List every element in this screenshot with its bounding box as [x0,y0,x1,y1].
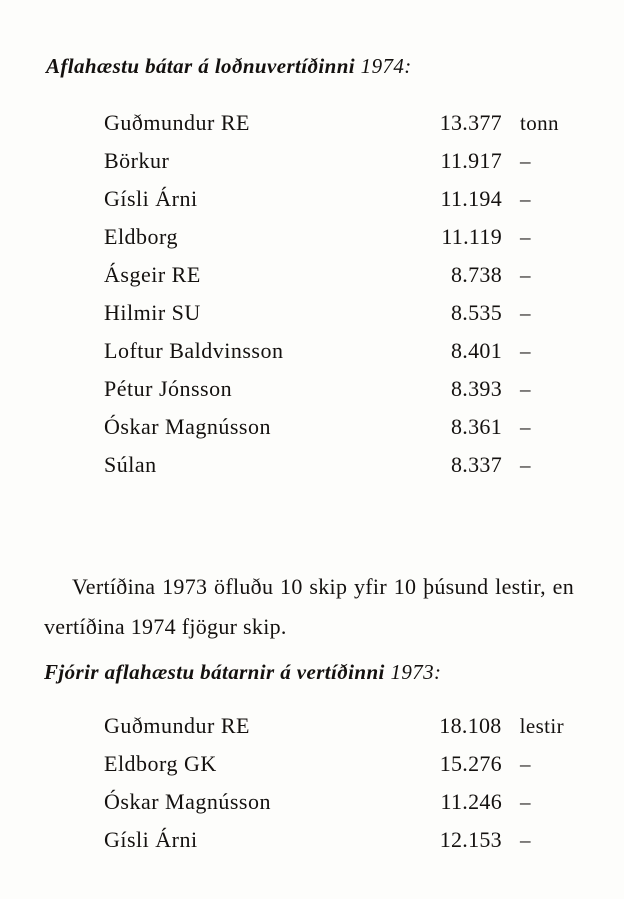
section-heading-1974-year: 1974: [355,54,412,78]
table-row [104,789,564,827]
table-row [104,713,564,751]
catch-unit: – [520,790,531,814]
table-row [104,262,564,300]
vessel-name: Eldborg [104,224,178,249]
catch-unit: lestir [519,714,564,738]
catch-list-1974 [104,110,564,490]
catch-unit: – [520,752,531,776]
catch-unit: – [520,187,531,211]
table-row [104,827,564,865]
vessel-name: Óskar Magnússon [104,414,271,439]
catch-value: 8.337 [451,452,502,477]
section-heading-1974-title: Aflahæstu bátar á loðnuvertíðinni [46,54,356,78]
catch-value: 8.738 [451,262,502,287]
section-heading-1974 [46,54,412,79]
catch-unit: – [520,828,531,852]
catch-unit: – [520,301,531,325]
catch-value: 13.377 [439,110,502,135]
vessel-name: Börkur [104,148,170,173]
vessel-name: Guðmundur RE [104,110,250,135]
catch-value: 8.401 [451,338,502,363]
vessel-name: Pétur Jónsson [104,376,233,401]
catch-unit: – [520,339,531,363]
catch-value: 15.276 [439,751,502,776]
vessel-name: Óskar Magnússon [104,789,271,814]
catch-value: 11.246 [440,789,502,814]
vessel-name: Gísli Árni [104,186,198,211]
body-paragraph [44,567,574,647]
catch-value: 8.535 [451,300,502,325]
vessel-name: Guðmundur RE [104,713,250,738]
table-row [104,452,564,490]
catch-unit: – [520,453,531,477]
vessel-name: Ásgeir RE [104,262,201,287]
catch-unit: – [520,263,531,287]
catch-value: 11.917 [440,148,502,173]
catch-unit: tonn [520,111,559,135]
section-heading-1973 [44,660,441,685]
table-row [104,751,564,789]
catch-list-1973 [104,713,564,865]
table-row [104,338,564,376]
catch-value: 12.153 [439,827,502,852]
vessel-name: Eldborg GK [104,751,217,776]
section-heading-1973-year: 1973: [384,660,442,684]
vessel-name: Gísli Árni [104,827,198,852]
catch-value: 11.194 [440,186,502,211]
catch-unit: – [520,415,531,439]
vessel-name: Hilmir SU [104,300,201,325]
section-heading-1973-title: Fjórir aflahæstu bátarnir á vertíðinni [44,660,385,684]
catch-value: 18.108 [439,713,502,738]
table-row [104,148,564,186]
paragraph-text: Vertíðina 1973 öfluðu 10 skip yfir 10 þúsund lestir, en vertíðina 1974 fjögur skip. [44,574,574,639]
vessel-name: Loftur Baldvinsson [104,338,284,363]
table-row [104,224,564,262]
table-row [104,186,564,224]
catch-value: 11.119 [441,224,502,249]
catch-unit: – [520,225,531,249]
catch-unit: – [520,377,531,401]
table-row [104,376,564,414]
catch-value: 8.393 [451,376,502,401]
vessel-name: Súlan [104,452,157,477]
catch-value: 8.361 [451,414,502,439]
table-row [104,300,564,338]
catch-unit: – [520,149,531,173]
table-row [104,414,564,452]
table-row [104,110,564,148]
